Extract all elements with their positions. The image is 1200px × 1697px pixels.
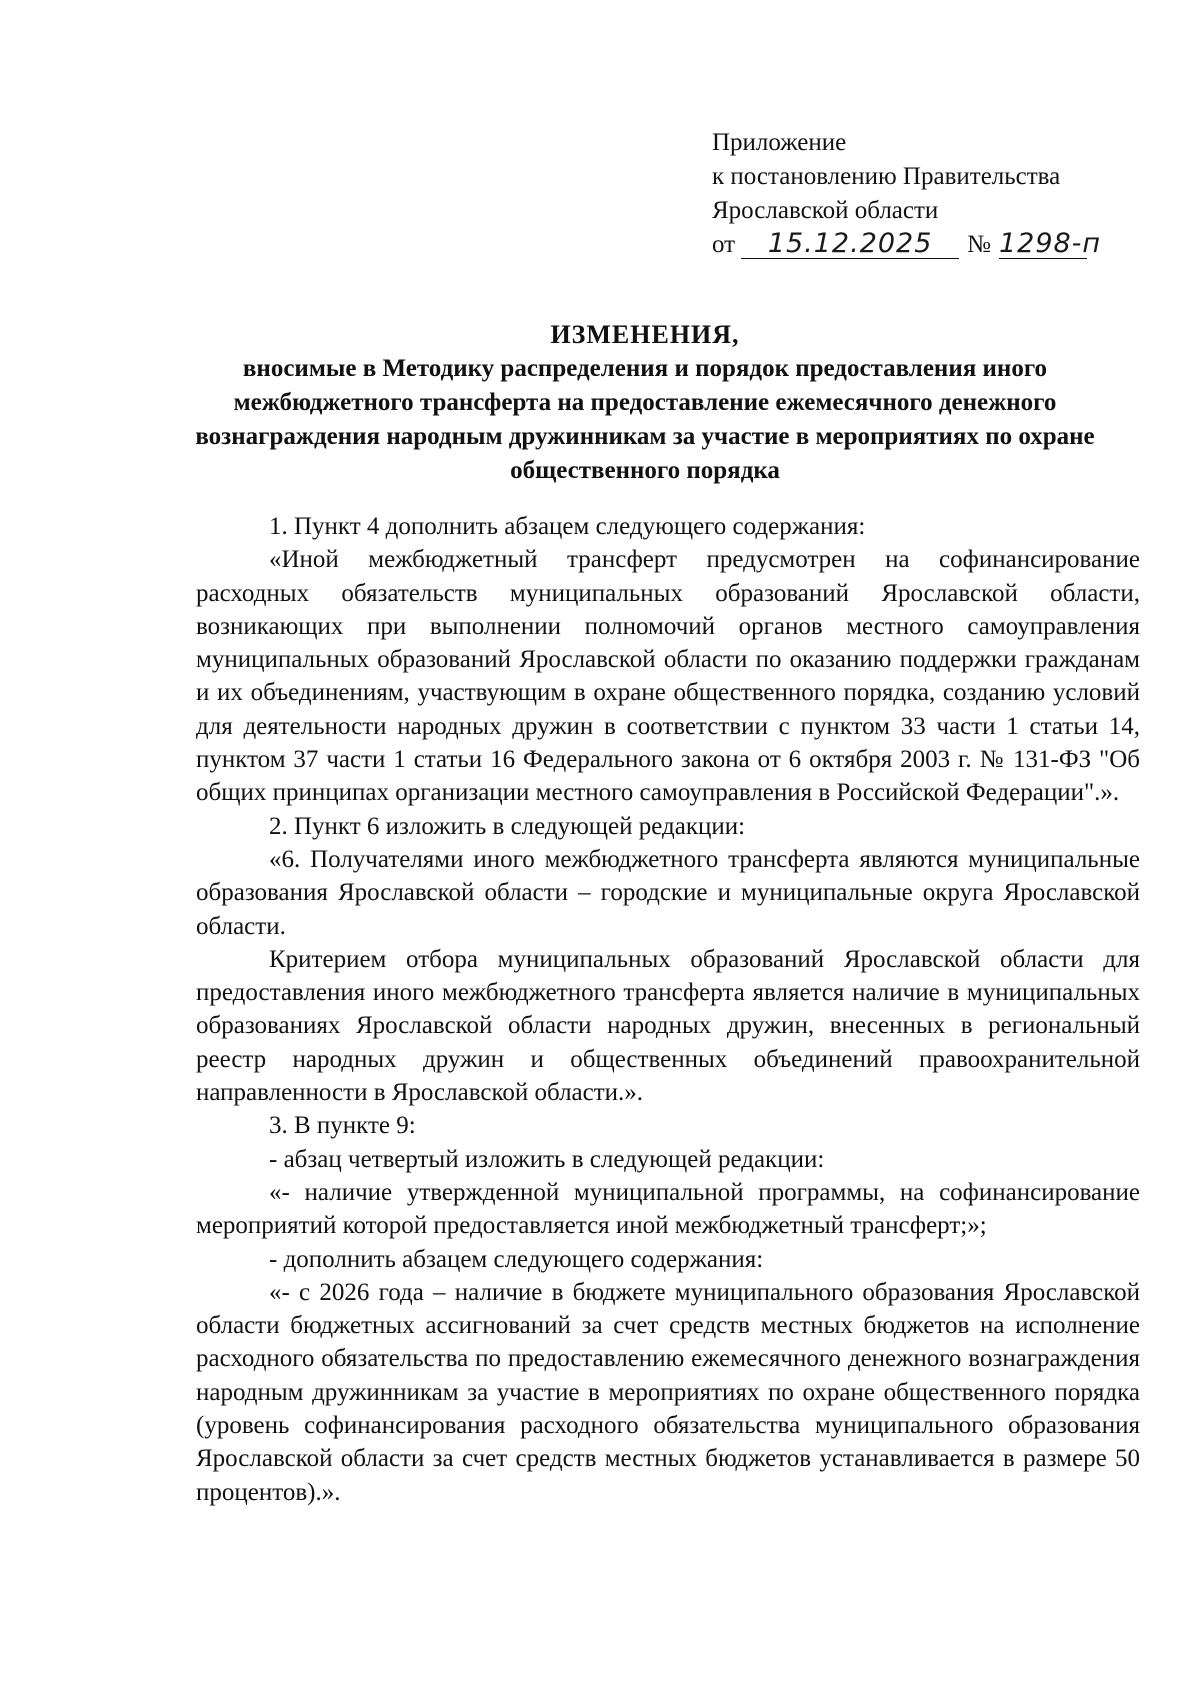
paragraph-quote-1: «Иной межбюджетный трансферт предусмотрен на софинансирование расходных обязательств муниципальных образований Ярославской области, возникающих при выполнении полномочий органов местного самоуправления муниципальных образований Ярославской области по оказанию поддержки гражданам и их объединениям, участвующим в охране общественного порядка, созданию условий для деятельности народных дружин в соответствии с пунктом 33 части 1 статьи 14, пунктом 37 части 1 статьи 16 Федерального закона от 6 октября 2003 г. № 131-ФЗ "Об общих принципах организации местного самоуправления в Российской Федерации".». xyxy=(196,546,1140,807)
appendix-region-line: Ярославской области xyxy=(712,197,939,224)
handwritten-number: 1298-п xyxy=(998,228,1102,259)
paragraph-quote-3: «- наличие утвержденной муниципальной программы, на софинансирование мероприятий которой предоставляется иной межбюджетный трансферт;»; xyxy=(196,1178,1140,1240)
document-body xyxy=(196,510,1140,1509)
number-sign: № xyxy=(967,231,991,258)
handwritten-date: 15.12.2025 xyxy=(741,230,959,259)
document-title xyxy=(150,318,1140,488)
paragraph-quote-2: «6. Получателями иного межбюджетного трансферта являются муниципальные образования Ярославской области – городские и муниципальные округа Ярославской области. xyxy=(196,845,1140,940)
paragraph-subitem-1: - абзац четвертый изложить в следующей редакции: xyxy=(269,1145,825,1173)
paragraph-criterion: Критерием отбора муниципальных образований Ярославской области для предоставления иного межбюджетного трансферта является наличие в муниципальных образованиях Ярославской области народных дружин, внесенных в региональный реестр народных дружин и общественных объединений правоохранительной направленности в Ярославской области.». xyxy=(196,945,1140,1107)
appendix-label: Приложение xyxy=(712,129,847,156)
appendix-header xyxy=(712,126,1172,262)
paragraph-item-1: 1. Пункт 4 дополнить абзацем следующего содержания: xyxy=(269,513,866,540)
title-subtitle: вносимые в Методику распределения и порядок предоставления иного межбюджетного трансферта на предоставление ежемесячного денежного вознаграждения народным дружинникам за участие в мероприятиях по охране общественного порядка xyxy=(195,355,1095,484)
appendix-date-number-line xyxy=(712,228,1172,262)
paragraph-quote-4: «- с 2026 года – наличие в бюджете муниципального образования Ярославской области бюджетных ассигнований за счет средств местных бюджетов на исполнение расходного обязательства по предоставлению ежемесячного денежного вознаграждения народным дружинникам за участие в мероприятиях по охране общественного порядка (уровень софинансирования расходного обязательства муниципального образования Ярославской области за счет средств местных бюджетов устанавливается в размере 50 процентов).». xyxy=(196,1278,1140,1506)
paragraph-item-2: 2. Пункт 6 изложить в следующей редакции: xyxy=(269,812,746,840)
title-main: ИЗМЕНЕНИЯ, xyxy=(550,320,740,349)
appendix-resolution-line: к постановлению Правительства xyxy=(712,163,1061,190)
date-prefix: от xyxy=(712,231,736,258)
paragraph-subitem-2: - дополнить абзацем следующего содержания: xyxy=(269,1245,764,1273)
paragraph-item-3: 3. В пункте 9: xyxy=(269,1112,416,1140)
